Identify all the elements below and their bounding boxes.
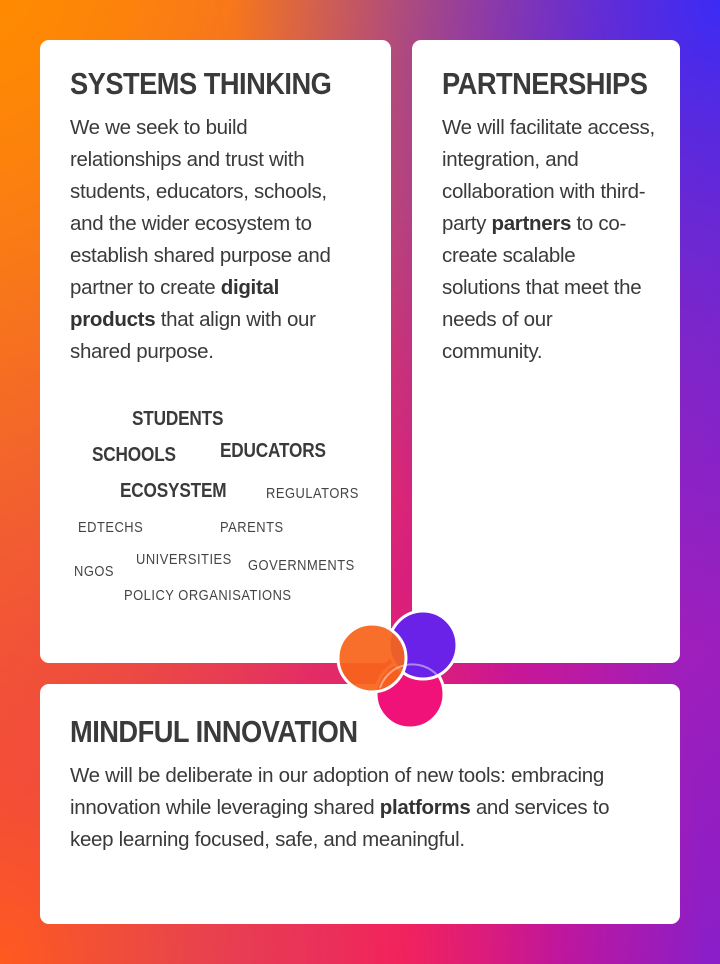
partnerships-text-bold: partners bbox=[491, 212, 572, 235]
systems-thinking-text bbox=[70, 112, 360, 368]
word-regulators: REGULATORS bbox=[266, 485, 359, 502]
word-edtechs: EDTECHS bbox=[78, 519, 144, 536]
partnerships-text bbox=[442, 112, 658, 368]
logo-circle-orange bbox=[338, 624, 406, 692]
mindful-innovation-text bbox=[70, 760, 655, 856]
systems-text-part-2: that align with our shared purpose. bbox=[70, 308, 316, 363]
word-governments: GOVERNMENTS bbox=[248, 557, 355, 574]
systems-thinking-title: SYSTEMS THINKING bbox=[70, 66, 332, 101]
mindful-text-part-1: We will be deliberate in our adoption of new tools: embracing innovation while leveraging shared bbox=[70, 764, 604, 819]
word-ngos: NGOS bbox=[74, 563, 115, 580]
word-policy-organisations: POLICY ORGANISATIONS bbox=[124, 587, 292, 604]
word-schools: SCHOOLS bbox=[92, 444, 176, 466]
three-circles-logo-icon bbox=[335, 608, 460, 733]
word-parents: PARENTS bbox=[220, 519, 284, 536]
mindful-innovation-title: MINDFUL INNOVATION bbox=[70, 714, 358, 749]
mindful-text-part-2: and services to keep learning focused, safe, and meaningful. bbox=[70, 796, 610, 851]
mindful-text-bold: platforms bbox=[379, 796, 471, 819]
word-ecosystem: ECOSYSTEM bbox=[120, 480, 227, 502]
word-universities: UNIVERSITIES bbox=[136, 551, 232, 568]
word-educators: EDUCATORS bbox=[220, 440, 326, 462]
partnerships-text-part-1: We will facilitate access, integration, and collaboration with third-party bbox=[442, 116, 655, 235]
partnerships-card bbox=[412, 40, 680, 663]
partnerships-title: PARTNERSHIPS bbox=[442, 66, 648, 101]
systems-text-bold: digital products bbox=[70, 276, 279, 331]
partnerships-text-part-2: to co-create scalable solutions that meet the needs of our community. bbox=[442, 212, 642, 363]
systems-text-part-1: We we seek to build relationships and trust with students, educators, schools, and the wider ecosystem to establish shared purpose and partner to create bbox=[70, 116, 331, 299]
word-students: STUDENTS bbox=[132, 408, 224, 430]
systems-thinking-card bbox=[40, 40, 391, 663]
